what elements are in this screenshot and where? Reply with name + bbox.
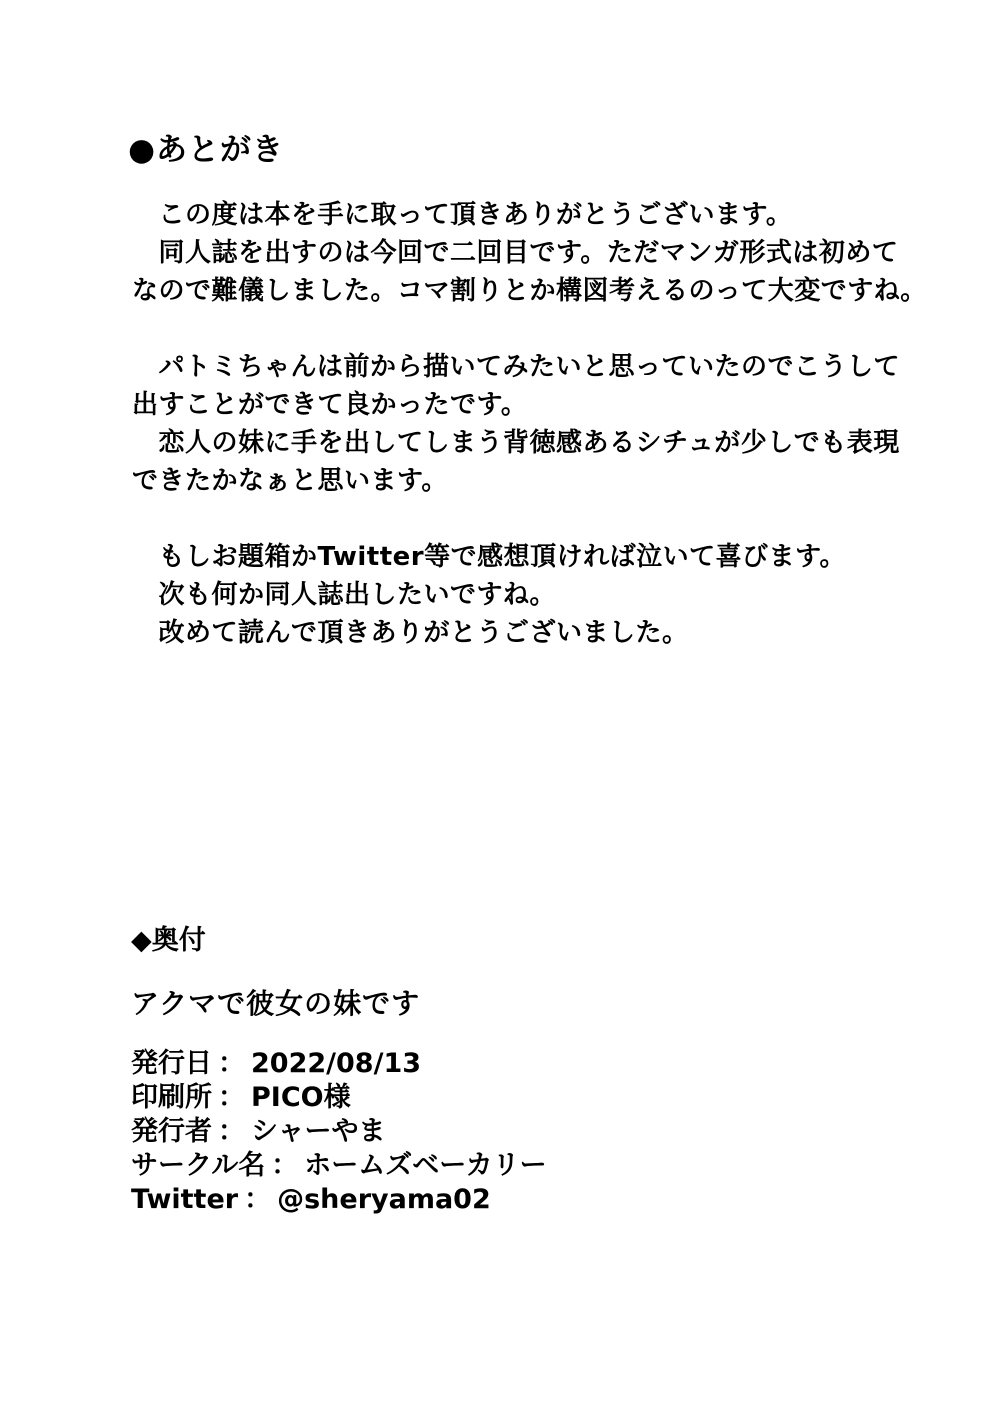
afterword-body [132, 196, 927, 652]
colophon-label: 発行者 [131, 1116, 212, 1147]
colophon-value: 2022/08/13 [251, 1048, 422, 1079]
paragraph-spacer [132, 310, 872, 348]
colophon-heading: ◆奥付 [131, 925, 206, 956]
book-title: アクマで彼女の妹です [131, 987, 421, 1020]
colophon-separator: ： [218, 1116, 245, 1147]
paragraph-line: 恋人の妹に手を出してしまう背徳感あるシチュが少しでも表現 [132, 428, 900, 458]
colophon-info [131, 1047, 547, 1217]
paragraph-line: パトミちゃんは前から描いてみたいと思っていたのでこうして [132, 352, 900, 382]
colophon-label: 印刷所 [131, 1082, 212, 1113]
paragraph-line: 次も何か同人誌出したいですね。 [132, 580, 557, 610]
paragraph-line: 改めて読んで頂きありがとうございました。 [132, 618, 689, 648]
paragraph-line: 出すことができて良かったです。 [132, 390, 528, 420]
colophon-value: シャーやま [251, 1116, 386, 1147]
afterword-heading: ●あとがき [128, 132, 285, 168]
paragraph-line: 同人誌を出すのは今回で二回目です。ただマンガ形式は初めて [132, 238, 899, 268]
colophon-separator: ： [271, 1150, 299, 1181]
paragraph-spacer [132, 500, 872, 538]
colophon-label: サークル名 [131, 1150, 266, 1181]
colophon-row-publish-date [131, 1047, 547, 1081]
colophon-separator: ： [218, 1082, 245, 1113]
colophon-separator: ： [218, 1048, 245, 1079]
paragraph-line: この度は本を手に取って頂きありがとうございます。 [132, 200, 793, 230]
colophon-row-publisher [131, 1115, 547, 1149]
colophon-value: ホームズベーカリー [304, 1150, 547, 1181]
paragraph-line: もしお題箱かTwitter等で感想頂ければ泣いて喜びます。 [132, 542, 847, 572]
colophon-row-circle [131, 1149, 547, 1183]
colophon-row-twitter [131, 1183, 547, 1217]
paragraph-line: できたかなぁと思います。 [132, 466, 448, 496]
colophon-value: PICO様 [251, 1082, 351, 1113]
colophon-label: Twitter [131, 1184, 239, 1215]
colophon-value: @sheryama02 [277, 1184, 491, 1215]
paragraph-line: なので難儀しました。コマ割りとか構図考えるのって大変ですね。 [132, 276, 927, 306]
colophon-row-printer [131, 1081, 547, 1115]
colophon-separator: ： [244, 1184, 272, 1215]
colophon-label: 発行日 [131, 1048, 212, 1079]
